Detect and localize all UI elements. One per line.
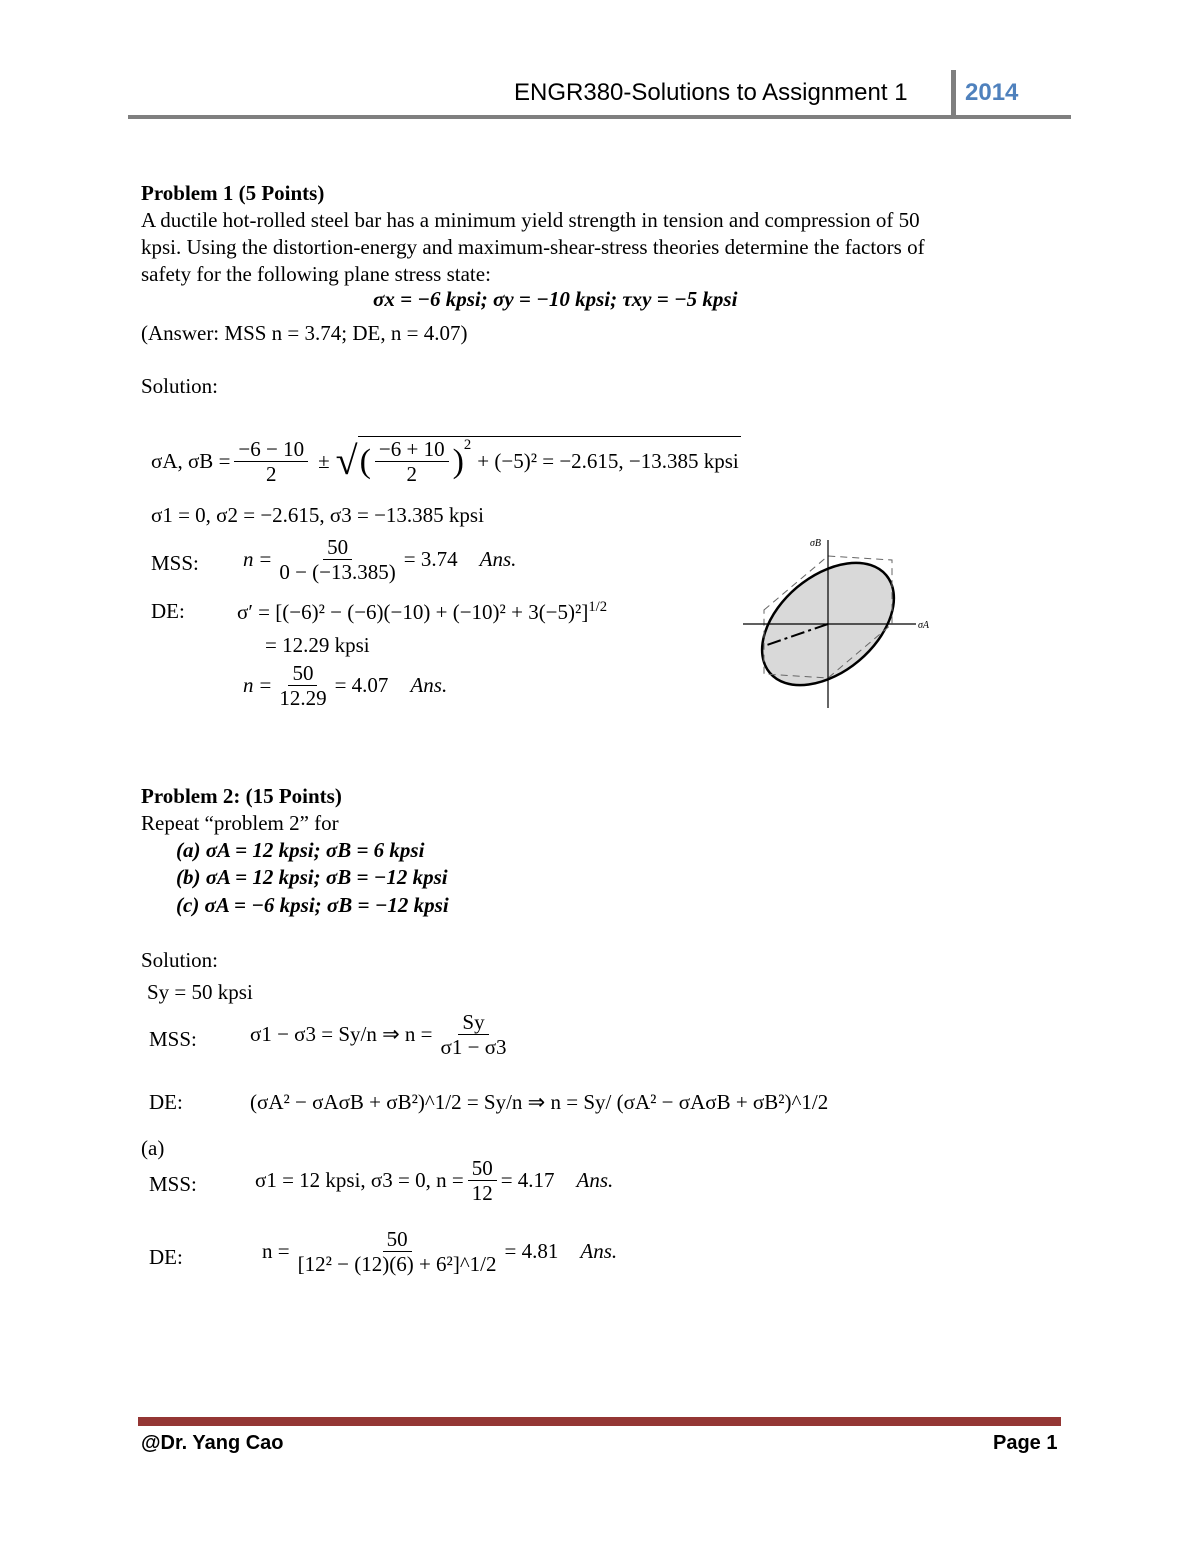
fraction-numerator: Sy <box>458 1010 488 1035</box>
ans-label: Ans. <box>479 547 517 571</box>
paren-close: ) <box>452 442 464 480</box>
plus-minus-symbol: ± <box>318 448 330 473</box>
de-line1-exponent: 1/2 <box>588 599 608 615</box>
equals-sign: = <box>259 673 272 697</box>
p2-de-equation: (σA² − σAσB + σB²)^1/2 = Sy/n ⇒ n = Sy/ (σA² − σAσB + σB²)^1/2 <box>250 1090 829 1114</box>
p2-mss-label: MSS: <box>149 1027 197 1051</box>
exponent: 2 <box>463 437 472 453</box>
a-de-fraction <box>294 1227 501 1276</box>
problem1-answer: (Answer: MSS n = 3.74; DE, n = 4.07) <box>141 321 468 345</box>
fraction-numerator: 50 <box>468 1156 497 1181</box>
de-fraction <box>275 661 330 710</box>
problem2-intro: Repeat “problem 2” for <box>141 811 339 835</box>
ans-label: Ans. <box>410 673 448 697</box>
a-mss-eq-text: σ1 = 12 kpsi, σ3 = 0, n = <box>255 1168 464 1192</box>
p2-de-label: DE: <box>149 1090 183 1114</box>
sqrt-body <box>358 436 741 486</box>
n-symbol: n <box>243 673 254 697</box>
problem2-solution-label: Solution: <box>141 948 219 972</box>
problem1-heading: Problem 1 (5 Points) <box>141 181 325 205</box>
eq-sigma-ab-lhs: σA, σB = <box>151 448 231 473</box>
fraction-denominator: 12.29 <box>279 686 327 710</box>
header-year: 2014 <box>965 79 1019 106</box>
de-equation <box>243 661 447 710</box>
n-symbol: n <box>243 547 254 571</box>
sy-value: Sy = 50 kpsi <box>147 980 253 1004</box>
ans-label: Ans. <box>576 1168 614 1192</box>
ans-label: Ans. <box>580 1239 618 1263</box>
sqrt-symbol: √ <box>335 438 358 483</box>
footer-page-number: Page 1 <box>993 1432 1058 1454</box>
eq-sigma-ab-fraction <box>234 437 308 486</box>
mss-equation <box>243 535 516 584</box>
footer-author: @Dr. Yang Cao <box>141 1432 284 1454</box>
eq-sigma-ab-rhs: + (−5)² = −2.615, −13.385 kpsi <box>477 449 739 473</box>
fraction-denominator: 2 <box>266 461 277 486</box>
header-separator <box>951 70 956 116</box>
eq-sigma-ab <box>151 436 741 486</box>
mss-fraction <box>275 535 399 584</box>
problem2-item: (b) σA = 12 kpsi; σB = −12 kpsi <box>176 865 448 889</box>
equals-sign: = <box>259 547 272 571</box>
a-de-eq-text: n = <box>262 1239 290 1263</box>
fraction-denominator: 0 − (−13.385) <box>279 560 396 584</box>
mss-result: = 3.74 <box>403 547 458 571</box>
yield-envelope-plot <box>738 532 948 712</box>
p2-mss-eq-text: σ1 − σ3 = Sy/n ⇒ n = <box>250 1022 433 1046</box>
paren-open: ( <box>359 442 371 480</box>
header-title: ENGR380-Solutions to Assignment 1 <box>514 79 908 106</box>
problem2-item: (c) σA = −6 kpsi; σB = −12 kpsi <box>176 893 449 917</box>
eq-principal-stresses: σ1 = 0, σ2 = −2.615, σ3 = −13.385 kpsi <box>151 503 484 527</box>
de-line2: = 12.29 kpsi <box>265 633 370 657</box>
de-line1 <box>237 599 607 625</box>
fraction-numerator: 50 <box>288 661 317 686</box>
a-mss-result: = 4.17 <box>500 1168 555 1192</box>
de-result: = 4.07 <box>334 673 389 697</box>
mss-label: MSS: <box>151 551 199 575</box>
a-de-equation <box>262 1227 617 1276</box>
problem2-item: (a) σA = 12 kpsi; σB = 6 kpsi <box>176 838 425 862</box>
part-a-label: (a) <box>141 1136 165 1160</box>
fraction-numerator: 50 <box>383 1227 412 1252</box>
fraction-numerator: 50 <box>323 535 352 560</box>
plot-label-y: σB <box>810 538 822 549</box>
p2-mss-equation <box>250 1010 515 1059</box>
de-label: DE: <box>151 599 185 623</box>
p2-mss-fraction <box>437 1010 511 1059</box>
stress-state: σx = −6 kpsi; σy = −10 kpsi; τxy = −5 kpsi <box>373 287 738 311</box>
header-rule <box>128 115 1071 119</box>
a-mss-fraction <box>468 1156 497 1205</box>
fraction-denominator: σ1 − σ3 <box>440 1035 507 1059</box>
fraction-denominator: 12 <box>471 1181 493 1205</box>
a-de-label: DE: <box>149 1245 183 1269</box>
a-de-result: = 4.81 <box>504 1239 559 1263</box>
a-mss-label: MSS: <box>149 1172 197 1196</box>
problem2-heading: Problem 2: (15 Points) <box>141 784 342 808</box>
problem1-text-line: A ductile hot-rolled steel bar has a minimum yield strength in tension and compression of 50 <box>141 208 920 232</box>
fraction-denominator: 2 <box>406 462 417 486</box>
fraction-denominator: [12² − (12)(6) + 6²]^1/2 <box>297 1252 497 1276</box>
fraction-numerator: −6 + 10 <box>375 437 449 462</box>
a-mss-equation <box>255 1156 613 1205</box>
eq-sigma-ab-inner-fraction <box>375 437 449 486</box>
problem1-solution-label: Solution: <box>141 374 219 398</box>
footer-rule <box>138 1417 1061 1426</box>
problem1-text-line: kpsi. Using the distortion-energy and maximum-shear-stress theories determine the factors of <box>141 235 925 259</box>
plot-label-x: σA <box>918 620 930 631</box>
de-line1-text: σ′ = [(−6)² − (−6)(−10) + (−10)² + 3(−5)²] <box>237 600 589 624</box>
problem1-text-line: safety for the following plane stress state: <box>141 262 491 286</box>
fraction-numerator: −6 − 10 <box>234 437 308 462</box>
